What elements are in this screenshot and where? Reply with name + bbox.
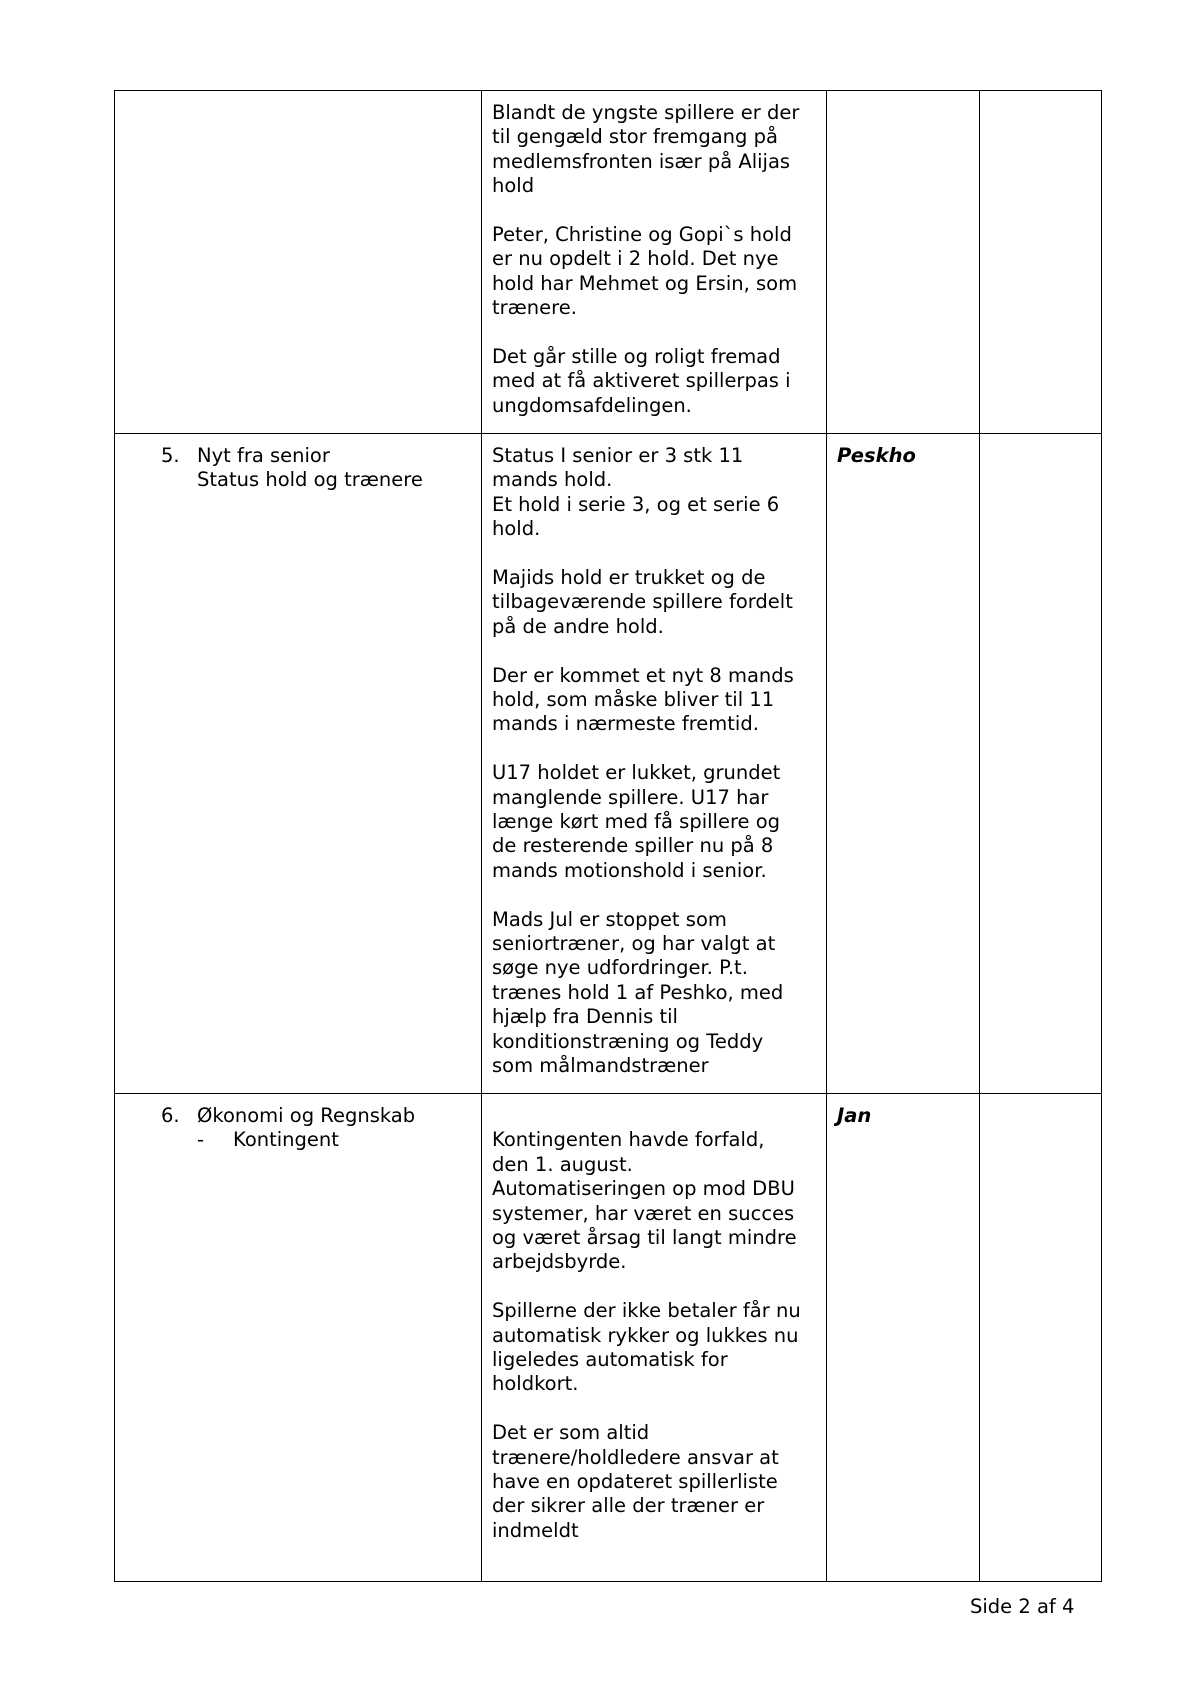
table-row: [115, 434, 1102, 1094]
agenda-subitem-label: Kontingent: [233, 1128, 339, 1152]
status-paragraph: Majids hold er trukket og de tilbageværende spillere fordelt på de andre hold.: [492, 566, 793, 638]
table-row: [115, 1094, 1102, 1582]
agenda-number: 5.: [161, 444, 180, 467]
agenda-subtitle: Status hold og trænere: [197, 468, 423, 492]
status-paragraph: U17 holdet er lukket, grundet manglende spillere. U17 har længe kørt med få spillere og de resterende spiller nu på 8 mands motionshold i senior.: [492, 761, 781, 882]
dash-bullet: -: [197, 1128, 205, 1152]
deadline-cell: [980, 91, 1102, 434]
status-cell: [482, 434, 827, 1094]
responsible-cell: [827, 91, 980, 434]
agenda-subitem: [125, 1128, 471, 1152]
table-row: [115, 91, 1102, 434]
spacer: [492, 1104, 816, 1128]
agenda-title: Økonomi og Regnskab: [197, 1104, 416, 1127]
agenda-cell: [115, 1094, 482, 1582]
deadline-cell: [980, 1094, 1102, 1582]
status-paragraph: Spillerne der ikke betaler får nu automatisk rykker og lukkes nu ligeledes automatisk for holdkort.: [492, 1299, 801, 1396]
responsible-cell: [827, 1094, 980, 1582]
status-paragraph: Der er kommet et nyt 8 mands hold, som måske bliver til 11 mands i nærmeste fremtid.: [492, 663, 794, 736]
agenda-number: 6.: [161, 1104, 180, 1127]
minutes-table: [114, 90, 1102, 1582]
status-paragraph: Kontingenten havde forfald, den 1. august. Automatiseringen op mod DBU systemer, har været en succes og været årsag til langt mindre arbejdsbyrde.: [492, 1128, 797, 1274]
responsible-cell: [827, 434, 980, 1094]
status-paragraph: Blandt de yngste spillere er der til gengæld stor fremgang på medlemsfronten især på Alijas hold: [492, 101, 800, 198]
status-paragraph: Peter, Christine og Gopi`s hold er nu opdelt i 2 hold. Det nye hold har Mehmet og Ersin, som trænere.: [492, 223, 798, 320]
deadline-cell: [980, 434, 1102, 1094]
responsible-name: Jan: [837, 1104, 872, 1127]
agenda-cell: [115, 434, 482, 1094]
agenda-title: Nyt fra senior: [197, 444, 330, 467]
status-paragraph: Status I senior er 3 stk 11 mands hold. Et hold i serie 3, og et serie 6 hold.: [492, 444, 780, 541]
status-cell: [482, 1094, 827, 1582]
status-paragraph: Mads Jul er stoppet som seniortræner, og har valgt at søge nye udfordringer. P.t. trænes hold 1 af Peshko, med hjælp fra Dennis til konditionstræning og Teddy som målmandstræner: [492, 907, 784, 1078]
agenda-cell: [115, 91, 482, 434]
responsible-name: Peskho: [837, 444, 916, 467]
status-paragraph: Det er som altid trænere/holdledere ansvar at have en opdateret spillerliste der sikrer alle der træner er indmeldt: [492, 1421, 779, 1542]
status-cell: [482, 91, 827, 434]
page-number: Side 2 af 4: [970, 1595, 1075, 1618]
status-paragraph: Det går stille og roligt fremad med at få aktiveret spillerpas i ungdomsafdelingen.: [492, 345, 791, 417]
agenda-item-5: [125, 444, 471, 468]
agenda-item-6: [125, 1104, 471, 1128]
